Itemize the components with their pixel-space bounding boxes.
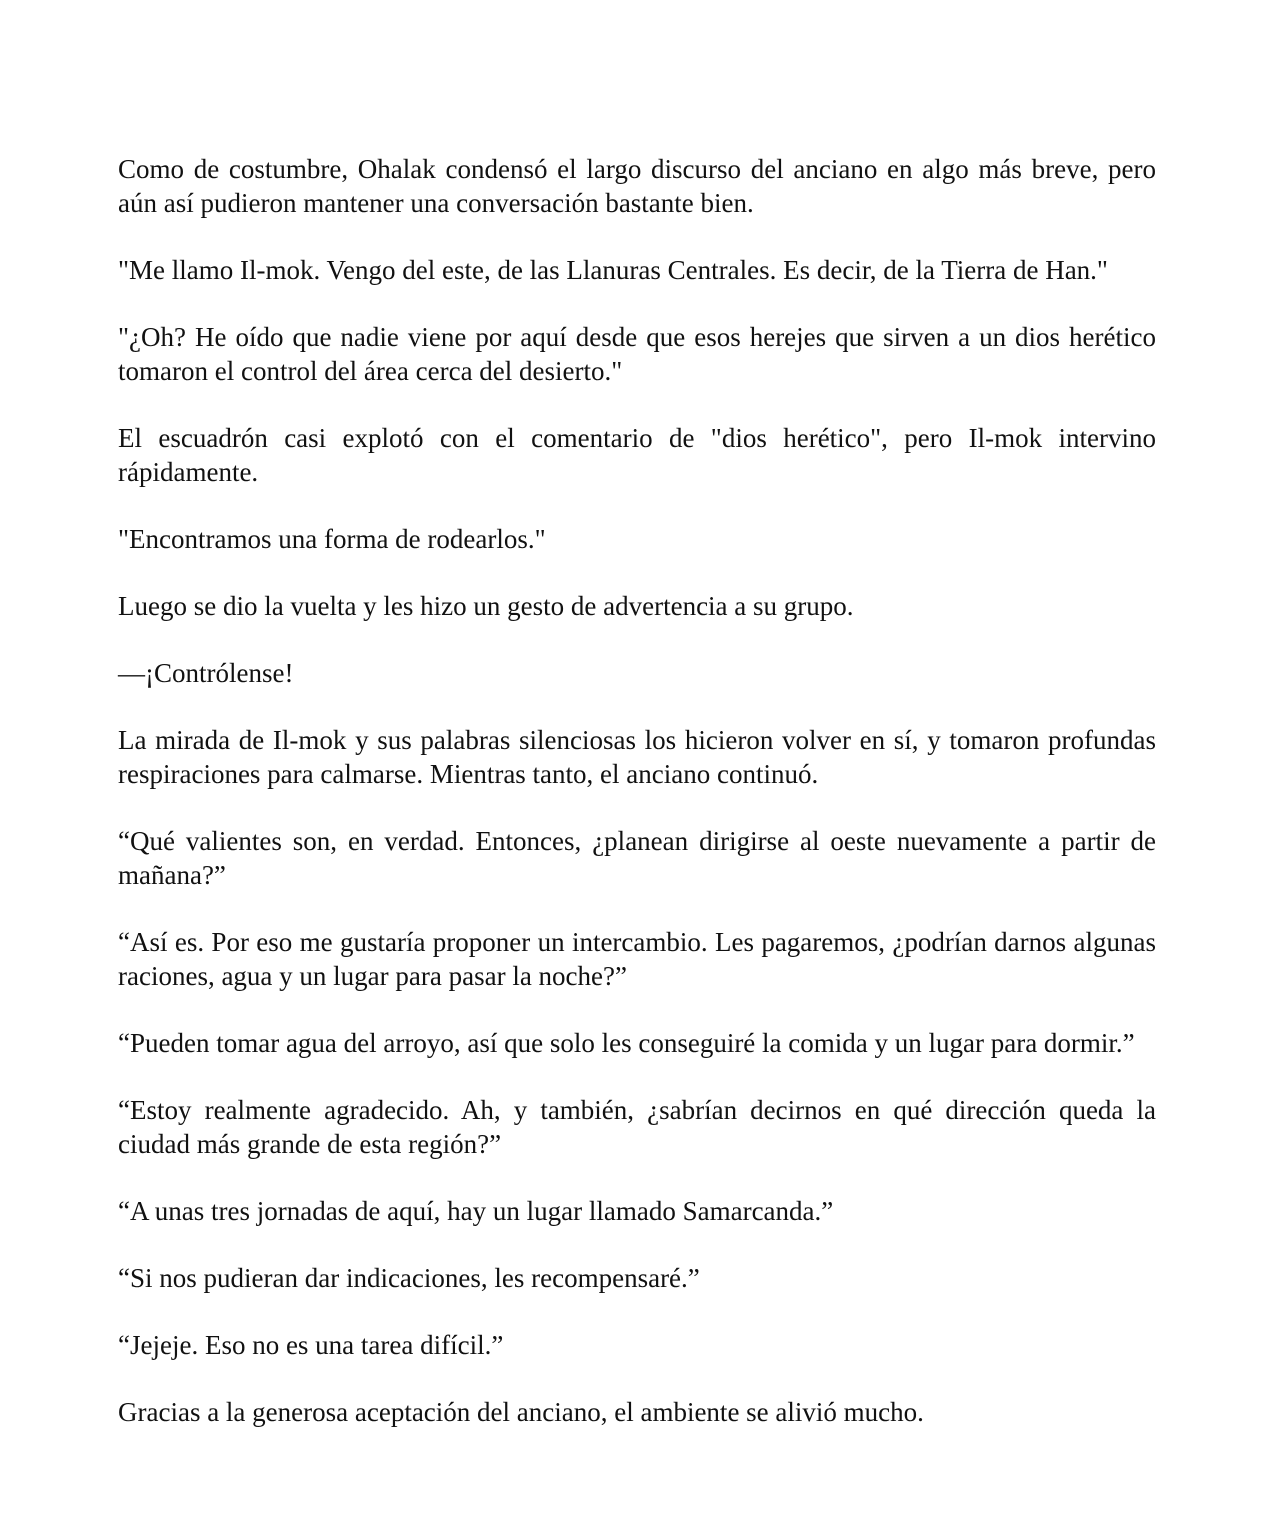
paragraph-14: “Si nos pudieran dar indicaciones, les recompensaré.” (118, 1263, 700, 1293)
paragraph-2: "Me llamo Il-mok. Vengo del este, de las Llanuras Centrales. Es decir, de la Tierra de Han." (118, 255, 1108, 285)
paragraph-16: Gracias a la generosa aceptación del anciano, el ambiente se alivió mucho. (118, 1397, 924, 1427)
paragraph-1: Como de costumbre, Ohalak condensó el largo discurso del anciano en algo más breve, pero aún así pudieron mantener una conversación bastante bien. (118, 154, 1156, 218)
paragraph-10: “Así es. Por eso me gustaría proponer un intercambio. Les pagaremos, ¿podrían darnos algunas raciones, agua y un lugar para pasar la noche?” (118, 927, 1156, 991)
paragraph-9: “Qué valientes son, en verdad. Entonces, ¿planean dirigirse al oeste nuevamente a partir de mañana?” (118, 826, 1156, 890)
paragraph-5: "Encontramos una forma de rodearlos." (118, 524, 546, 554)
paragraph-3: "¿Oh? He oído que nadie viene por aquí desde que esos herejes que sirven a un dios herético tomaron el control del área cerca del desierto." (118, 322, 1156, 386)
paragraph-6: Luego se dio la vuelta y les hizo un gesto de advertencia a su grupo. (118, 591, 854, 621)
paragraph-4: El escuadrón casi explotó con el comentario de "dios herético", pero Il-mok intervino rápidamente. (118, 423, 1156, 487)
paragraph-7: —¡Contrólense! (118, 658, 294, 688)
paragraph-13: “A unas tres jornadas de aquí, hay un lugar llamado Samarcanda.” (118, 1196, 834, 1226)
document-page (118, 152, 1156, 1429)
paragraph-15: “Jejeje. Eso no es una tarea difícil.” (118, 1330, 504, 1360)
paragraph-11: “Pueden tomar agua del arroyo, así que solo les conseguiré la comida y un lugar para dormir.” (118, 1028, 1135, 1058)
paragraph-8: La mirada de Il-mok y sus palabras silenciosas los hicieron volver en sí, y tomaron profundas respiraciones para calmarse. Mientras tanto, el anciano continuó. (118, 725, 1156, 789)
paragraph-12: “Estoy realmente agradecido. Ah, y también, ¿sabrían decirnos en qué dirección queda la ciudad más grande de esta región?” (118, 1095, 1156, 1159)
